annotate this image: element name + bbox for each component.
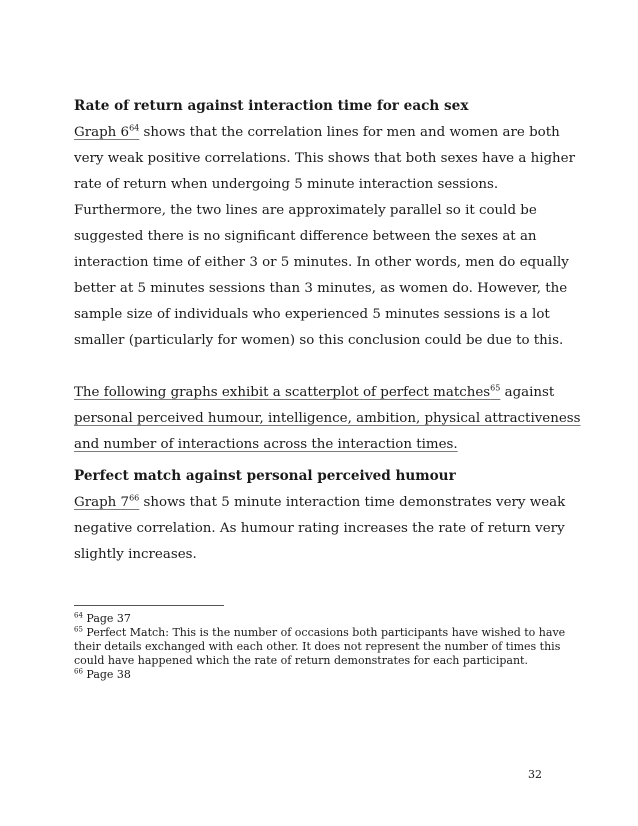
paragraph-line: sample size of individuals who experienced 5 minutes sessions is a lot [74,307,550,322]
section-heading-perceived-humour: Perfect match against personal perceived humour [74,468,456,484]
footnotes [74,611,566,682]
document-page [74,96,581,568]
footnote-separator [74,605,224,606]
footnote-ref-66: 66 [129,493,140,503]
footnote-65-continued: could have happened which the rate of return demonstrates for each participant. [74,654,528,667]
section-heading-rate-of-return: Rate of return against interaction time for each sex [74,98,469,114]
paragraph-line: better at 5 minutes sessions than 3 minutes, as women do. However, the [74,281,568,296]
footnote-66: $^{66}$ Page 38 [74,667,131,681]
page-number: 32 [528,768,542,781]
paragraph-line: interaction time of either 3 or 5 minutes. In other words, men do equally [74,255,569,270]
footnote-64: $^{64}$ Page 37 [74,611,131,625]
footnote-65: $^{65}$ Perfect Match: This is the number of occasions both participants have wished to have [74,625,566,639]
paragraph-line: very weak positive correlations. This shows that both sexes have a higher [74,151,575,166]
paragraph-line: Graph $7^{66}$ shows that 5 minute interaction time demonstrates very weak [74,493,566,510]
paragraph-line: smaller (particularly for women) so this conclusion could be due to this. [74,333,564,348]
footnote-ref-64: 64 [129,123,140,133]
paragraph-line: Graph $6^{64}$ shows that the correlation lines for men and women are both [74,123,560,140]
intro-line: The following graphs exhibit a scatterplot of perfect matches$^{65}$ against [74,383,555,400]
footnote-ref-65: 65 [490,383,501,393]
paragraph-line: negative correlation. As humour rating increases the rate of return very [74,521,565,536]
graph-6-link[interactable]: Graph $6^{64}$ [74,123,140,140]
intro-line: personal perceived humour, intelligence, ambition, physical attractiveness [74,411,581,426]
footnote-65-continued: their details exchanged with each other. It does not represent the number of times this [74,640,561,653]
intro-line: and number of interactions across the interaction times. [74,437,458,452]
paragraph-line: slightly increases. [74,547,197,562]
graph-7-link[interactable]: Graph $7^{66}$ [74,493,140,510]
paragraph-line: suggested there is no significant difference between the sexes at an [74,229,537,244]
paragraph-line: rate of return when undergoing 5 minute interaction sessions. [74,177,499,192]
paragraph-line: Furthermore, the two lines are approximately parallel so it could be [74,203,537,218]
